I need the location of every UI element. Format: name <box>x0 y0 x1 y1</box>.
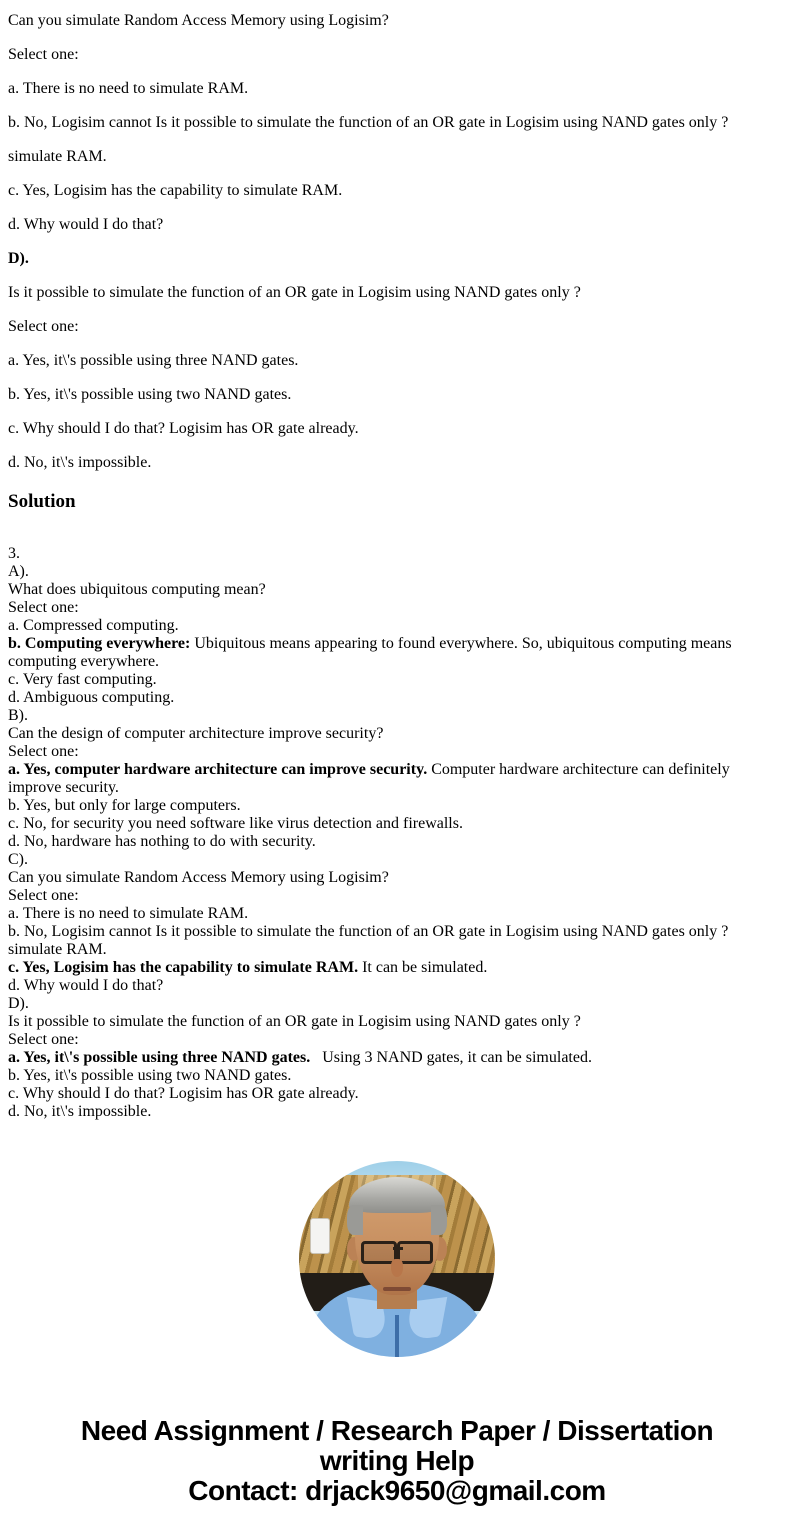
solution-line: 3. <box>8 545 20 562</box>
portrait-glasses-bridge-shape <box>393 1247 403 1250</box>
solution-line: d. Ambiguous computing. <box>8 689 175 706</box>
portrait-glasses-right-shape <box>397 1241 433 1264</box>
solution-line: a. Yes, it\'s possible using three NAND gates. Using 3 NAND gates, it can be simulated. <box>8 1049 592 1066</box>
portrait-hair-left-shape <box>347 1205 363 1235</box>
solution-line: Select one: <box>8 599 79 616</box>
question-section <box>8 12 786 472</box>
solution-line: d. No, it\'s impossible. <box>8 1103 152 1120</box>
portrait-placket-shape <box>395 1315 399 1357</box>
question-paragraph: b. Yes, it\'s possible using two NAND gates. <box>8 386 292 403</box>
footer-banner <box>8 1416 786 1506</box>
solution-line: b. Computing everywhere: Ubiquitous means appearing to found everywhere. So, ubiquitous computing means <box>8 635 732 652</box>
portrait-figure <box>8 1161 786 1362</box>
solution-line: a. Compressed computing. <box>8 617 179 634</box>
solution-line: d. Why would I do that? <box>8 977 164 994</box>
solution-line: a. Yes, computer hardware architecture can improve security. Computer hardware architecture can definitely <box>8 761 730 778</box>
question-paragraph: c. Why should I do that? Logisim has OR gate already. <box>8 420 359 437</box>
solution-line: Select one: <box>8 1031 79 1048</box>
solution-line: Select one: <box>8 743 79 760</box>
question-paragraph: Is it possible to simulate the function of an OR gate in Logisim using NAND gates only ? <box>8 284 581 301</box>
question-paragraph: a. Yes, it\'s possible using three NAND gates. <box>8 352 299 369</box>
solution-line: c. Why should I do that? Logisim has OR gate already. <box>8 1085 359 1102</box>
portrait-switch-plate-shape <box>311 1219 329 1253</box>
question-paragraph: Select one: <box>8 46 79 63</box>
portrait-mouth-shape <box>383 1287 411 1291</box>
solution-line: simulate RAM. <box>8 941 107 958</box>
solution-line: c. No, for security you need software like virus detection and firewalls. <box>8 815 463 832</box>
solution-line: b. Yes, but only for large computers. <box>8 797 241 814</box>
solution-line: a. There is no need to simulate RAM. <box>8 905 249 922</box>
solution-heading: Solution <box>8 491 76 512</box>
portrait-nose-shape <box>391 1259 403 1277</box>
document-page <box>0 12 794 1506</box>
solution-line: Can the design of computer architecture improve security? <box>8 725 384 742</box>
solution-line: c. Very fast computing. <box>8 671 157 688</box>
question-paragraph: c. Yes, Logisim has the capability to simulate RAM. <box>8 182 343 199</box>
footer-line: Need Assignment / Research Paper / Dissertation <box>80 1415 714 1446</box>
question-paragraph: simulate RAM. <box>8 148 107 165</box>
question-paragraph: D). <box>8 250 29 267</box>
solution-block <box>8 527 786 1121</box>
solution-line: D). <box>8 995 29 1012</box>
solution-line: Select one: <box>8 887 79 904</box>
question-paragraph: d. No, it\'s impossible. <box>8 454 152 471</box>
solution-line: B). <box>8 707 28 724</box>
question-paragraph: b. No, Logisim cannot Is it possible to simulate the function of an OR gate in Logisim using NAND gates only ? <box>8 114 729 131</box>
solution-line: C). <box>8 851 28 868</box>
portrait-hair-right-shape <box>431 1205 447 1235</box>
question-paragraph: Can you simulate Random Access Memory using Logisim? <box>8 12 389 29</box>
footer-line: writing Help <box>319 1445 475 1476</box>
solution-line: improve security. <box>8 779 119 796</box>
question-paragraph: d. Why would I do that? <box>8 216 164 233</box>
solution-line: b. No, Logisim cannot Is it possible to simulate the function of an OR gate in Logisim using NAND gates only ? <box>8 923 729 940</box>
solution-line: d. No, hardware has nothing to do with security. <box>8 833 316 850</box>
solution-line: c. Yes, Logisim has the capability to simulate RAM. It can be simulated. <box>8 959 488 976</box>
solution-line: Can you simulate Random Access Memory using Logisim? <box>8 869 389 886</box>
solution-line: computing everywhere. <box>8 653 160 670</box>
solution-line: What does ubiquitous computing mean? <box>8 581 266 598</box>
portrait-photo <box>299 1161 495 1357</box>
solution-line: Is it possible to simulate the function of an OR gate in Logisim using NAND gates only ? <box>8 1013 581 1030</box>
solution-line <box>8 527 786 545</box>
footer-line: Contact: drjack9650@gmail.com <box>188 1475 606 1506</box>
solution-line: b. Yes, it\'s possible using two NAND gates. <box>8 1067 292 1084</box>
solution-line: A). <box>8 563 29 580</box>
question-paragraph: Select one: <box>8 318 79 335</box>
question-paragraph: a. There is no need to simulate RAM. <box>8 80 249 97</box>
